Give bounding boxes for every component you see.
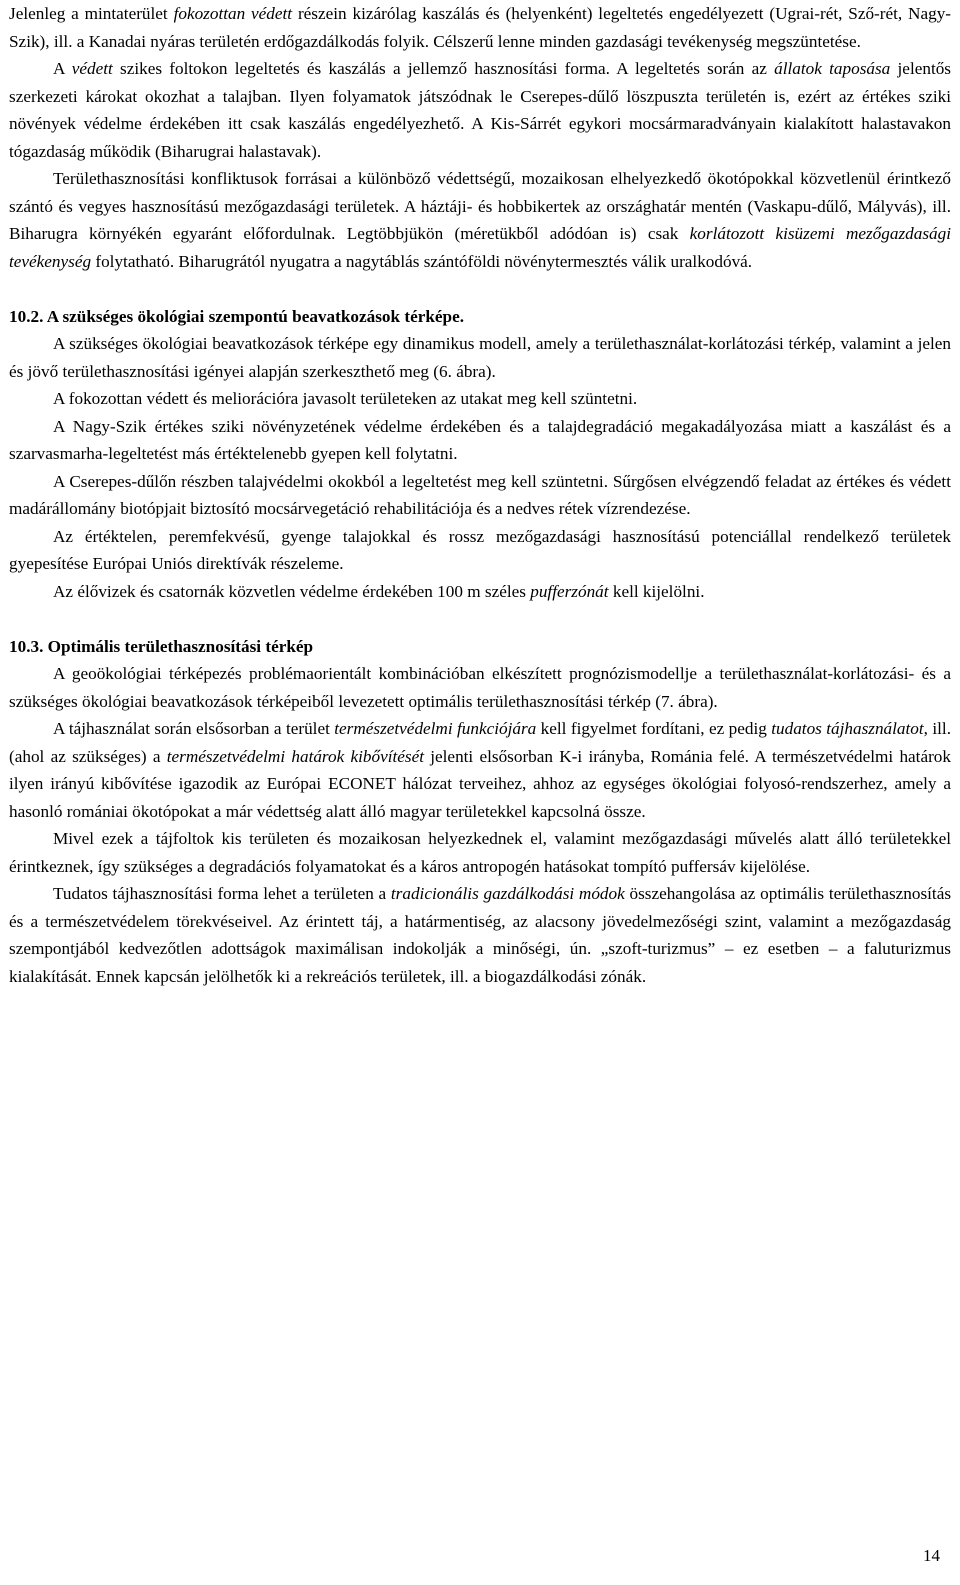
text-run: szikes foltokon legeltetés és kaszálás a jellemző hasznosítási forma. A legeltetés során az [112, 59, 775, 78]
text-run: A [53, 59, 72, 78]
emphasis-text: pufferzónát [530, 581, 609, 601]
paragraph-10-2-4: A Cserepes-dűlőn részben talajvédelmi okokból a legeltetést meg kell szüntetni. Sűrgősen elvégzendő feladat az értékes és védett madárállomány biotópjait biztosító mocsárvegetáció rehabilitációja és a nedves rétek vízrendezése. [9, 471, 951, 518]
paragraph-10-2-3: A Nagy-Szik értékes sziki növényzetének védelme érdekében és a talajdegradáció megakadályozása miatt a kaszálást és a szarvasmarha-legeltetést más értéktelenebb gyepen kell folytatni. [9, 416, 951, 463]
text-run: A tájhasználat során elsősorban a terület [53, 719, 335, 738]
section-heading-10-3: 10.3. Optimális területhasznosítási térkép [9, 636, 314, 656]
text-run: Az élővizek és csatornák közvetlen védelme érdekében 100 m széles [53, 581, 531, 601]
section-spacer [9, 605, 951, 633]
paragraph-10-2-6 [9, 578, 951, 606]
paragraph-10-3-2 [9, 715, 951, 825]
text-run: Területhasznosítási konfliktusok forrásai a különböző védettségű, mozaikosan elhelyezkedő ökotópokkal közvetlenül érintkező szántó és vegyes hasznosítású mezőgazdasági területek. A háztáji- és hobbikertek az országhatár mentén (Vaskapu-dűlő, Mályvás), ill. Biharugra környékén egyaránt előfordulnak. Legtöbbjükön (méretükből adódóan is) csak [9, 169, 951, 243]
paragraph-intro [9, 0, 951, 55]
emphasis-text: állatok taposása [774, 59, 891, 78]
emphasis-text: védett [71, 59, 113, 78]
paragraph-10-3-1: A geoökológiai térképezés problémaorientált kombinációban elkészített prognózismodellje a területhasználat-korlátozási- és a szükséges ökológiai beavatkozások térképeiből levezetett optimális területhasznosítási térkép (7. ábra). [9, 664, 951, 711]
section-heading-10-2: 10.2. A szükséges ökológiai szempontú beavatkozások térképe. [9, 306, 465, 326]
text-run: folytatható. Biharugrától nyugatra a nagytáblás szántóföldi növénytermesztés válik uralkodóvá. [91, 251, 753, 271]
paragraph-10-2-5: Az értéktelen, peremfekvésű, gyenge talajokkal és rossz mezőgazdasági hasznosítású potenciállal rendelkező területek gyepesítése Európai Uniós direktívák részeleme. [9, 526, 951, 573]
paragraph-protected-sodic [9, 55, 951, 165]
paragraph-land-use-conflicts [9, 165, 951, 275]
emphasis-text: természetvédelmi funkciójára [334, 719, 537, 738]
emphasis-text: természetvédelmi határok kibővítését [166, 746, 424, 766]
paragraph-10-3-4 [9, 880, 951, 990]
page-content [9, 0, 951, 990]
text-run: jelentős szerkezeti károkat okozhat a talajban. Ilyen folyamatok játszódnak le Cserepes-dűlő löszpuszta területén is, ezért az értékes sziki növények védelme érdekében itt csak kaszálás engedélyezhető. A Kis-Sárrét egykori mocsármaradványain kialakított halastavakon tógazdaság működik (Biharugrai halastavak). [9, 59, 951, 161]
text-run: Jelenleg a mintaterület [9, 4, 174, 23]
text-run: kell kijelölni. [608, 581, 705, 601]
section-spacer [9, 275, 951, 303]
page-number: 14 [923, 1546, 940, 1565]
emphasis-text: tradicionális gazdálkodási módok [390, 884, 625, 903]
text-run: jelenti elsősorban K-i irányba, Románia felé. A természetvédelmi határok ilyen irányú kibővítése igazodik az Európai ECONET hálózat terveihez, ahhoz az egységes ökológiai folyosó-rendszerhez, amely a hasonló romániai ökotópokat a már védettség alatt álló magyar területekkel kapcsolná össze. [9, 746, 951, 821]
text-run: , ill. (ahol az szükséges) a [9, 719, 951, 766]
paragraph-10-2-1: A szükséges ökológiai beavatkozások térképe egy dinamikus modell, amely a területhasználat-korlátozási térkép, valamint a jelen és jövő területhasznosítási igényei alapján szerkeszthető meg (6. ábra). [9, 334, 951, 381]
paragraph-10-3-3: Mivel ezek a tájfoltok kis területen és mozaikosan helyezkednek el, valamint mezőgazdasági művelés alatt álló területekkel érintkeznek, így szükséges a degradációs folyamatokat és a káros antropogén hatásokat tompító puffersáv kijelölése. [9, 829, 951, 876]
emphasis-text: tudatos tájhasználatot [771, 719, 924, 738]
paragraph-10-2-2: A fokozottan védett és meliorációra javasolt területeken az utakat meg kell szüntetni. [53, 389, 638, 408]
emphasis-text: korlátozott kisüzemi mezőgazdasági tevékenység [9, 224, 951, 271]
text-run: Tudatos tájhasznosítási forma lehet a területen a [53, 884, 391, 903]
text-run: összehangolása az optimális területhasznosítás és a természetvédelem törekvéseivel. Az érintett táj, a határmentiség, az alacsony jövedelmezőségi szint, valamint a mezőgazdaság szempontjából kedvezőtlen adottságok maximálisan indokolják a minőségi, ún. „szoft-turizmus” – ez esetben – a faluturizmus kialakítását. Ennek kapcsán jelölhetők ki a rekreációs területek, ill. a biogazdálkodási zónák. [9, 884, 952, 986]
text-run: részein kizárólag kaszálás és (helyenként) legeltetés engedélyezett (Ugrai-rét, Sző-rét, Nagy-Szik), ill. a Kanadai nyáras területén erdőgazdálkodás folyik. Célszerű lenne minden gazdasági tevékenység megszüntetése. [9, 4, 952, 51]
emphasis-text: fokozottan védett [173, 4, 293, 23]
text-run: kell figyelmet fordítani, ez pedig [536, 719, 772, 738]
